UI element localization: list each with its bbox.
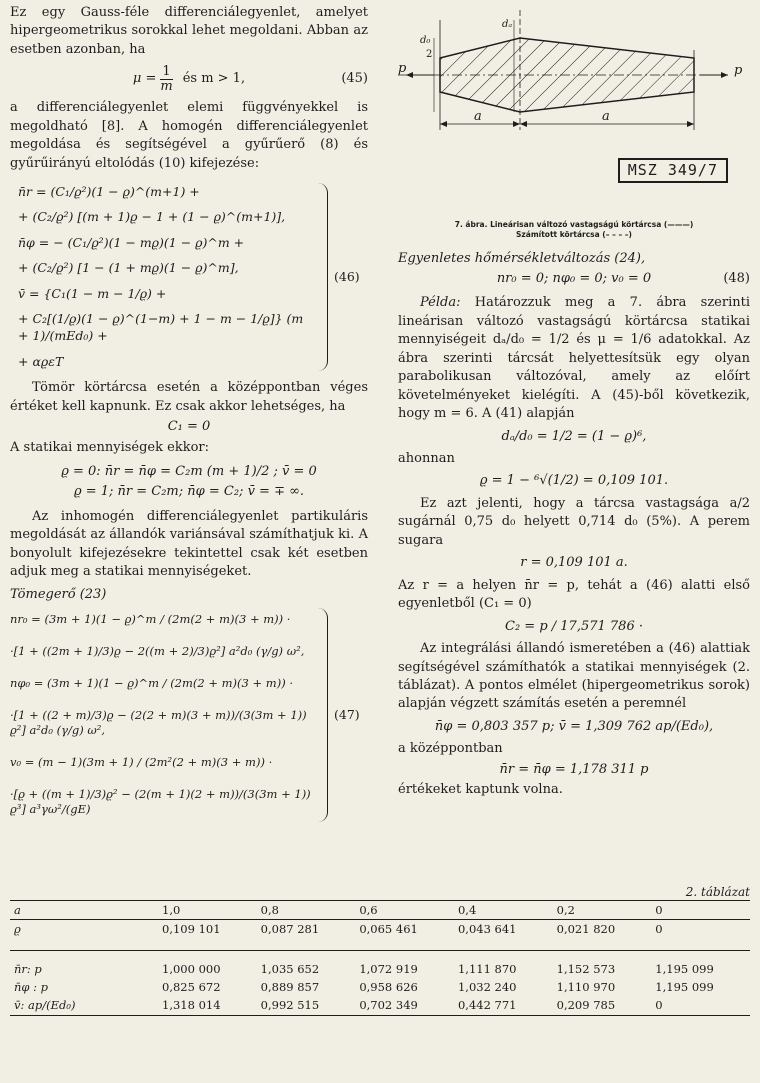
eq46-line-2: + (C₂/ϱ²) [(m + 1)ϱ − 1 + (1 − ϱ)^(m+1)], xyxy=(18,209,286,225)
table-cell: 1,195 099 xyxy=(655,979,714,994)
row-label: a xyxy=(14,903,21,917)
c2-equation: C₂ = p / 17,571 786 · xyxy=(505,618,643,634)
solid-disc-paragraph: Tömör körtárcsa esetén a középpontban véges értéket kell kapnunk. Ez csak akkor lehetséges, ha xyxy=(10,380,368,414)
table-cell: 0,021 820 xyxy=(556,922,616,937)
table-cell: 0,6 xyxy=(359,903,378,917)
table-cell: 0,889 857 xyxy=(260,979,320,994)
eq47-line-5: v₀ = (m − 1)(3m + 1) / (2m²(2 + m)(3 + m)) · xyxy=(10,755,273,770)
table-cell: 0 xyxy=(655,922,663,937)
table-cell: 0 xyxy=(655,998,663,1013)
table-cell: 1,111 870 xyxy=(457,961,517,976)
results-table xyxy=(10,900,750,1016)
eq46-brace xyxy=(313,183,328,371)
eq48-text: nr₀ = 0; nφ₀ = 0; v₀ = 0 xyxy=(496,270,652,286)
example-text: Határozzuk meg a 7. ábra szerinti lineárisan változó vastagságú körtárcsa statikai mennyiségeit dₐ/d₀ = 1/2 és μ = 1/6 adatokkal. Az ábra szerinti tárcsát helyettesítsük egy olyan parabolikusan változóval, amely az előírt követelményeket kielégíti. A (45)-ből következik, hogy m = 6. A (41) alapján xyxy=(398,295,750,422)
table-cell: 0,442 771 xyxy=(457,998,517,1013)
standard-stamp: MSZ 349/7 xyxy=(618,158,728,183)
p-left-label: p xyxy=(398,61,407,76)
table-cell: 0,702 349 xyxy=(359,998,418,1013)
table-cell: 0,958 626 xyxy=(359,979,418,994)
eq46-line-3: n̄φ = − (C₁/ϱ²)(1 − mϱ)(1 − ϱ)^m + xyxy=(18,234,245,250)
mass-force-heading: Tömegerő (23) xyxy=(10,586,107,602)
eq47-body xyxy=(10,604,313,826)
static-rho-0: ϱ = 0: n̄r = n̄φ = C₂m (m + 1)/2 ; v̄ = 0 xyxy=(61,463,317,479)
eq47-line-4: ·[1 + ((2 + m)/3)ϱ − (2(2 + m)(3 + m))/(3(3m + 1)) ϱ²] a²d₀ (γ/g) ω², xyxy=(10,707,307,738)
eq46-line-7: + αϱεT xyxy=(18,353,64,369)
d0-half-label: 2 xyxy=(426,49,433,60)
table-cell: 0,043 641 xyxy=(457,922,517,937)
eq46-body xyxy=(10,179,313,375)
table-row xyxy=(10,950,750,978)
table-cell: 0,109 101 xyxy=(162,922,221,937)
eq47-line-3: nφ₀ = (3m + 1)(1 − ϱ)^m / (2m(2 + m)(3 + m)) · xyxy=(10,675,293,690)
caption-line-1: 7. ábra. Lineárisan változó vastagságú körtárcsa (———) xyxy=(454,220,694,229)
table-row xyxy=(10,920,750,950)
eq45-lhs: μ = xyxy=(132,71,157,87)
table-title: 2. táblázat xyxy=(685,885,750,899)
static-rho-1: ϱ = 1; n̄r = C₂m; n̄φ = C₂; v̄ = ∓ ∞. xyxy=(73,484,305,500)
ahonnan-text: ahonnan xyxy=(398,451,455,467)
homogeneous-paragraph: a differenciálegyenlet elemi függvényekkel is megoldható [8]. A homogén differenciálegyenlet megoldása és segítségével a gyűrűerő (8) és gyűrűirányú eltolódás (10) kifejezése: xyxy=(10,100,368,171)
row-label: ϱ xyxy=(14,922,21,937)
table-cell: 0 xyxy=(655,903,663,917)
eq47-line-1: nr₀ = (3m + 1)(1 − ϱ)^m / (2m(2 + m)(3 + m)) · xyxy=(10,612,291,627)
eq45-rest: és m > 1, xyxy=(182,71,246,87)
eq47-brace xyxy=(313,608,328,822)
table-row xyxy=(10,901,750,920)
table-cell: 0,2 xyxy=(556,903,575,917)
table-cell: 1,152 573 xyxy=(556,961,616,976)
integration-paragraph: Az integrálási állandó ismeretében a (46) alattiak segítségével számíthatók a statikai mennyiségek (2. táblázat). A pontos elmélet (hipergeometrikus sorok) alapján végzett számítás esetén a peremnél xyxy=(398,641,750,712)
eq48-number: (48) xyxy=(723,270,750,286)
edge-values: n̄φ = 0,803 357 p; v̄ = 1,309 762 ap/(Ed₀), xyxy=(434,718,714,734)
table-cell: 0,087 281 xyxy=(260,922,320,937)
table-cell: 1,110 970 xyxy=(556,979,616,994)
row-label: v̄: ap/(Ed₀) xyxy=(14,998,76,1013)
figure-7 xyxy=(398,0,750,220)
final-text: értékeket kaptunk volna. xyxy=(398,782,563,798)
c1-equation: C₁ = 0 xyxy=(167,419,211,435)
eq45-num: 1 xyxy=(162,63,171,79)
table-bottom-rule xyxy=(10,1015,750,1016)
edge-paragraph: Az r = a helyen n̄r = p, tehát a (46) alatti első egyenletből (C₁ = 0) xyxy=(398,577,750,612)
eq47-line-6: ·[ϱ + ((m + 1)/3)ϱ² − (2(m + 1)(2 + m))/(3(3m + 1)) ϱ³] a³γω²/(gE) xyxy=(10,786,311,817)
table-row xyxy=(10,996,750,1015)
p-right-label: p xyxy=(734,63,743,78)
inhomogeneous-paragraph: Az inhomogén differenciálegyenlet partikuláris megoldását az állandók variánsával számíthatjuk ki. A bonyolult kifejezésekre tekintettel csak két esetben adjuk meg a statikai mennyiségeket. xyxy=(10,508,368,580)
ratio-equation: dₐ/d₀ = 1/2 = (1 − ϱ)⁶, xyxy=(501,428,647,444)
eq45-den: m xyxy=(160,78,173,94)
equation-48 xyxy=(398,270,750,288)
table-cell: 1,195 099 xyxy=(655,961,714,976)
table-cell: 1,072 919 xyxy=(359,961,418,976)
eq45-number: (45) xyxy=(341,71,368,87)
static-intro: A statikai mennyiségek ekkor: xyxy=(10,439,209,455)
intro-paragraph: Ez egy Gauss-féle differenciálegyenlet, amelyet hipergeometrikus sorokkal lehet megoldani. Abban az esetben azonban, ha xyxy=(10,5,368,57)
eq47-number: (47) xyxy=(334,706,360,722)
table-cell: 1,032 240 xyxy=(457,979,517,994)
equation-45 xyxy=(10,61,368,97)
radius-equation: r = 0,109 101 a. xyxy=(520,555,628,571)
table-cell: 0,825 672 xyxy=(162,979,221,994)
table-cell: 0,4 xyxy=(457,903,477,917)
eq46-number: (46) xyxy=(334,268,360,284)
table-cell: 0,8 xyxy=(260,903,279,917)
left-column xyxy=(10,0,368,826)
table-cell: 0,065 461 xyxy=(359,922,418,937)
table-cell: 0,209 785 xyxy=(556,998,616,1013)
right-column xyxy=(398,0,750,800)
row-label: n̄r: p xyxy=(14,961,42,976)
equation-46 xyxy=(10,179,368,375)
center-text: a középpontban xyxy=(398,741,503,757)
table-cell: 1,0 xyxy=(162,903,181,917)
eq46-line-1: n̄r = (C₁/ϱ²)(1 − ϱ)^(m+1) + xyxy=(18,183,200,199)
equation-47 xyxy=(10,604,368,826)
eq46-line-6: + C₂[(1/ϱ)(1 − ϱ)^(1−m) + 1 − m − 1/ϱ]} (m + 1)/(mEd₀) + xyxy=(18,311,304,344)
row-label: n̄φ : p xyxy=(14,979,49,994)
figure-caption xyxy=(398,220,750,240)
eq46-line-5: v̄ = {C₁(1 − m − 1/ϱ) + xyxy=(18,285,167,301)
temperature-heading: Egyenletes hőmérsékletváltozás (24), xyxy=(398,250,646,266)
a-left-label: a xyxy=(474,109,482,124)
da-label: dₐ xyxy=(502,19,513,30)
table-cell: 1,000 000 xyxy=(162,961,221,976)
table-row xyxy=(10,978,750,996)
rho-equation: ϱ = 1 − ⁶√(1/2) = 0,109 101. xyxy=(479,473,669,489)
center-values: n̄r = n̄φ = 1,178 311 p xyxy=(499,761,649,777)
caption-line-2: Számított körtárcsa (– – – –) xyxy=(516,229,632,239)
eq46-line-4: + (C₂/ϱ²) [1 − (1 + mϱ)(1 − ϱ)^m], xyxy=(18,260,239,276)
eq45-fraction xyxy=(158,65,174,95)
example-heading: Példa: xyxy=(420,295,461,311)
table-cell: 0,992 515 xyxy=(260,998,320,1013)
thickness-paragraph: Ez azt jelenti, hogy a tárcsa vastagsága a/2 sugárnál 0,75 d₀ helyett 0,714 d₀ (5%). A perem sugara xyxy=(398,495,750,548)
a-right-label: a xyxy=(602,109,610,124)
table-cell: 1,035 652 xyxy=(260,961,320,976)
eq47-line-2: ·[1 + ((2m + 1)/3)ϱ − 2((m + 2)/3)ϱ²] a²d₀ (γ/g) ω², xyxy=(10,644,305,659)
table-cell: 1,318 014 xyxy=(162,998,221,1013)
d0-label: d₀ xyxy=(420,35,431,46)
example-paragraph xyxy=(398,294,750,423)
